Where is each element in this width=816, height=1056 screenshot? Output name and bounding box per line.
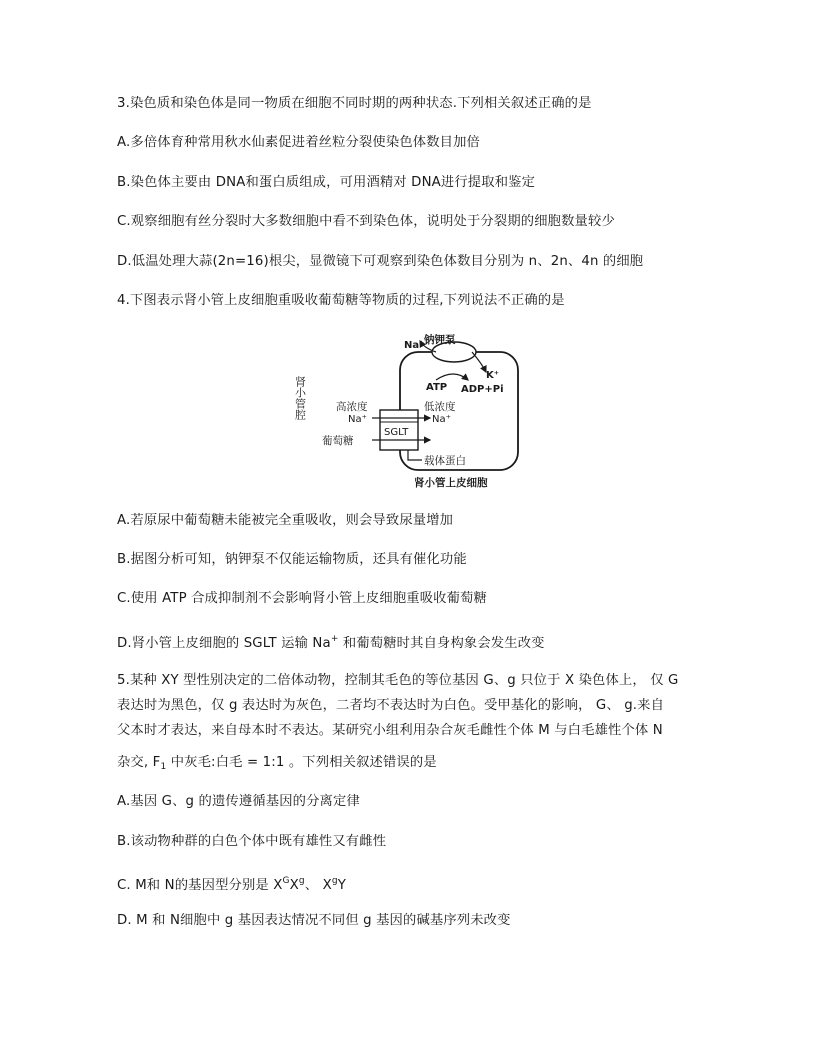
q4-stem: 4.下图表示肾小管上皮细胞重吸收葡萄糖等物质的过程,下列说法不正确的是 — [117, 293, 565, 308]
cell-label: 肾小管上皮细胞 — [414, 477, 488, 489]
q3-option-b: B.染色体主要由 DNA和蛋白质组成，可用酒精对 DNA进行提取和鉴定 — [117, 175, 536, 190]
k-in-label: K⁺ — [486, 370, 500, 381]
q5-option-a: A.基因 G、g 的遗传遵循基因的分离定律 — [117, 794, 360, 809]
low-na-label: Na⁺ — [432, 414, 451, 425]
low-conc-label: 低浓度 — [424, 401, 456, 413]
q4-option-c: C.使用 ATP 合成抑制剂不会影响肾小管上皮细胞重吸收葡萄糖 — [117, 591, 487, 606]
carrier-label: 载体蛋白 — [424, 455, 466, 467]
q4-option-d: D.肾小管上皮细胞的 SGLT 运输 Na+ 和葡萄糖时其自身构象会发生改变 — [117, 634, 545, 651]
svg-text:肾小管腔: 肾小管腔 — [293, 376, 307, 420]
q5-option-b: B.该动物种群的白色个体中既有雄性又有雌性 — [117, 834, 387, 849]
q3-stem: 3.染色质和染色体是同一物质在细胞不同时期的两种状态.下列相关叙述正确的是 — [117, 96, 592, 111]
kidney-tubule-diagram — [293, 330, 536, 492]
q5-stem-line-4: 杂交, $F_1$ 中灰毛:白毛 = 1:1 。下列相关叙述错误的是 — [117, 755, 437, 772]
q5-stem-line-2: 表达时为黑色，仅 g 表达时为灰色，二者均不表达时为白色。受甲基化的影响， G、 g.来自 — [117, 698, 665, 713]
pump-label: 钠钾泵 — [424, 334, 456, 346]
q3-option-a: A.多倍体育种常用秋水仙素促进着丝粒分裂使染色体数目加倍 — [117, 135, 481, 150]
sglt-label: SGLT — [384, 427, 409, 438]
na-out-label: Na⁺ — [404, 340, 425, 351]
q5-stem-line-3: 父本时才表达，来自母本时不表达。某研究小组利用杂合灰毛雌性个体 M 与白毛雄性个体 N — [117, 723, 663, 738]
high-na-label: Na⁺ — [348, 414, 367, 425]
atp-arrow — [436, 374, 468, 380]
lumen-label — [294, 375, 307, 420]
k-influx-arrow — [472, 352, 486, 372]
q5-option-c: C. M和 N的基因型分别是 $X^GX^g$、 $X^gY$ — [117, 876, 347, 893]
q5-stem-line-1: 5.某种 XY 型性别决定的二倍体动物，控制其毛色的等位基因 G、g 只位于 X 染色体上， 仅 G — [117, 673, 679, 688]
q5-option-d: D. M 和 N细胞中 g 基因表达情况不同但 g 基因的碱基序列未改变 — [117, 913, 511, 928]
q4-option-b: B.据图分析可知，钠钾泵不仅能运输物质，还具有催化功能 — [117, 552, 467, 567]
q3-option-c: C.观察细胞有丝分裂时大多数细胞中看不到染色体，说明处于分裂期的细胞数量较少 — [117, 214, 615, 229]
q3-option-d: D.低温处理大蒜(2n=16)根尖，显微镜下可观察到染色体数目分别为 n、2n、4n 的细胞 — [117, 254, 644, 269]
q4-option-a: A.若原尿中葡萄糖未能被完全重吸收，则会导致尿量增加 — [117, 513, 454, 528]
high-conc-label: 高浓度 — [336, 401, 368, 413]
glucose-label: 葡萄糖 — [322, 435, 354, 447]
atp-label: ATP — [426, 382, 448, 393]
adp-label: ADP+Pi — [461, 384, 504, 395]
carrier-pointer — [408, 450, 422, 460]
